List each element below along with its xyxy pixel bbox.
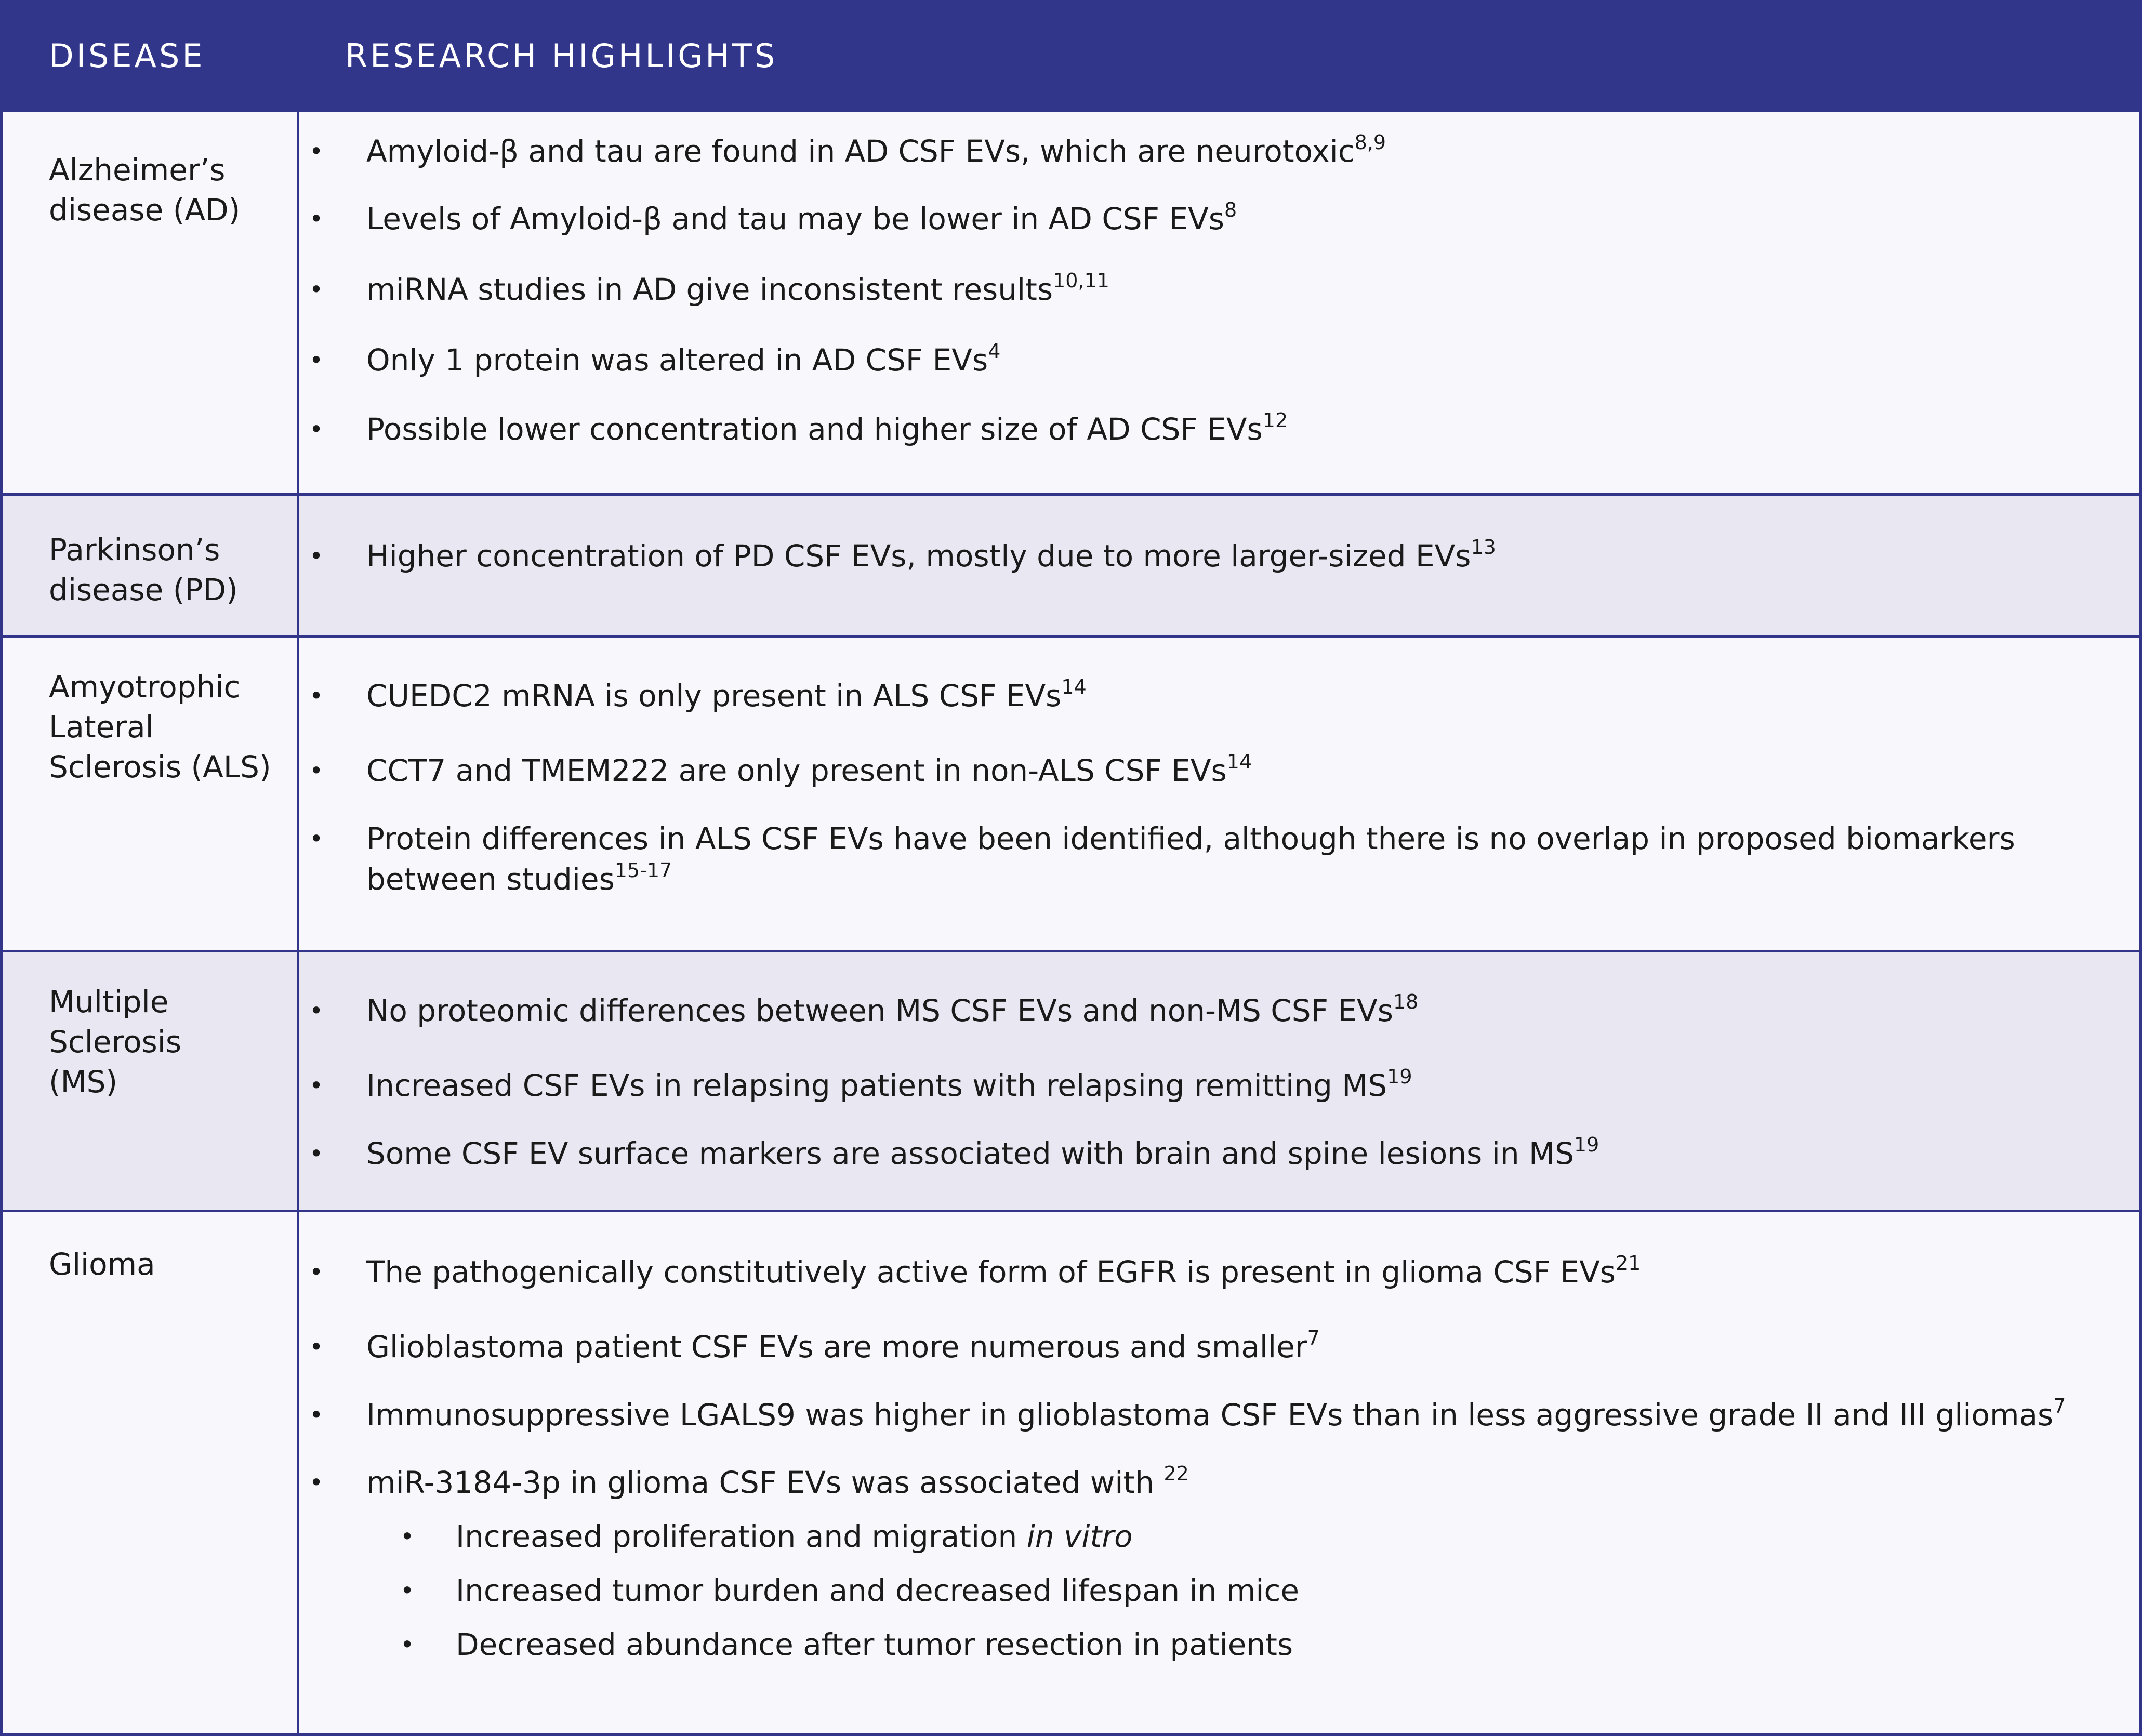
list-item: • Increased CSF EVs in relapsing patients with relapsing remitting MS$^{19}$ bbox=[309, 1065, 1412, 1103]
header-disease: DISEASE bbox=[49, 37, 205, 75]
highlights-list bbox=[309, 1252, 2129, 1665]
sub-highlights-list bbox=[366, 1516, 2129, 1665]
table-header bbox=[0, 0, 2142, 112]
sub-list-item: • Decreased abundance after tumor resection in patients bbox=[400, 1627, 1293, 1662]
disease-cell: Glioma bbox=[49, 1247, 155, 1282]
list-item: • Higher concentration of PD CSF EVs, mostly due to more larger-sized EVs$^{13}$ bbox=[309, 536, 1496, 574]
column-divider bbox=[297, 952, 299, 1210]
disease-cell: Multiple Sclerosis (MS) bbox=[49, 984, 182, 1099]
list-item: • miR-3184-3p in glioma CSF EVs was associated with $^{22}$ • Increased proliferation and migration in vitro • Increased tumor burden and decreased lifespan in mice • Decreased abundance after tumor resection in patients bbox=[309, 1462, 2129, 1665]
disease-cell: Alzheimer’s disease (AD) bbox=[49, 152, 241, 228]
list-item: • Possible lower concentration and higher size of AD CSF EVs$^{12}$ bbox=[309, 409, 1288, 447]
highlights-list bbox=[309, 990, 2129, 1174]
list-item: • CCT7 and TMEM222 are only present in non-ALS CSF EVs$^{14}$ bbox=[309, 750, 1252, 788]
table-row-ms bbox=[3, 952, 2139, 1212]
table-row-glioma bbox=[3, 1212, 2139, 1733]
list-item: • No proteomic differences between MS CSF EVs and non-MS CSF EVs$^{18}$ bbox=[309, 990, 1419, 1028]
column-divider bbox=[297, 112, 299, 493]
column-divider bbox=[297, 638, 299, 950]
table-row-als bbox=[3, 638, 2139, 952]
list-item: • The pathogenically constitutively active form of EGFR is present in glioma CSF EVs$^{21}$ bbox=[309, 1252, 1641, 1290]
table-row-ad bbox=[3, 112, 2139, 496]
highlights-list bbox=[309, 675, 2129, 899]
list-item: • Amyloid-β and tau are found in AD CSF EVs, which are neurotoxic$^{8,9}$ bbox=[309, 131, 1386, 169]
disease-cell: Amyotrophic Lateral Sclerosis (ALS) bbox=[49, 669, 271, 785]
header-research-highlights: RESEARCH HIGHLIGHTS bbox=[345, 37, 778, 75]
table-row-pd bbox=[3, 496, 2139, 638]
list-item: • Levels of Amyloid-β and tau may be lower in AD CSF EVs$^8$ bbox=[309, 198, 1237, 236]
highlights-list bbox=[309, 536, 2129, 576]
sub-list-item: • Increased tumor burden and decreased lifespan in mice bbox=[400, 1573, 1300, 1608]
list-item: • Glioblastoma patient CSF EVs are more numerous and smaller$^7$ bbox=[309, 1327, 1320, 1364]
list-item: • Some CSF EV surface markers are associated with brain and spine lesions in MS$^{19}$ bbox=[309, 1133, 1599, 1171]
disease-cell: Parkinson’s disease (PD) bbox=[49, 532, 238, 607]
list-item: • miRNA studies in AD give inconsistent results$^{10,11}$ bbox=[309, 269, 1109, 307]
column-divider bbox=[297, 496, 299, 635]
list-item: • Immunosuppressive LGALS9 was higher in glioblastoma CSF EVs than in less aggressive grade II and III gliomas$^7$ bbox=[309, 1395, 2066, 1433]
list-item: • Protein differences in ALS CSF EVs have been identified, although there is no overlap in proposed biomarkers between studies$^{15-17}$ bbox=[309, 821, 2015, 897]
highlights-list bbox=[309, 131, 2129, 449]
sub-list-item: • Increased proliferation and migration in vitro bbox=[400, 1519, 1133, 1554]
column-divider bbox=[297, 1212, 299, 1733]
list-item: • Only 1 protein was altered in AD CSF EVs$^4$ bbox=[309, 340, 1001, 378]
list-item: • CUEDC2 mRNA is only present in ALS CSF EVs$^{14}$ bbox=[309, 675, 1087, 713]
